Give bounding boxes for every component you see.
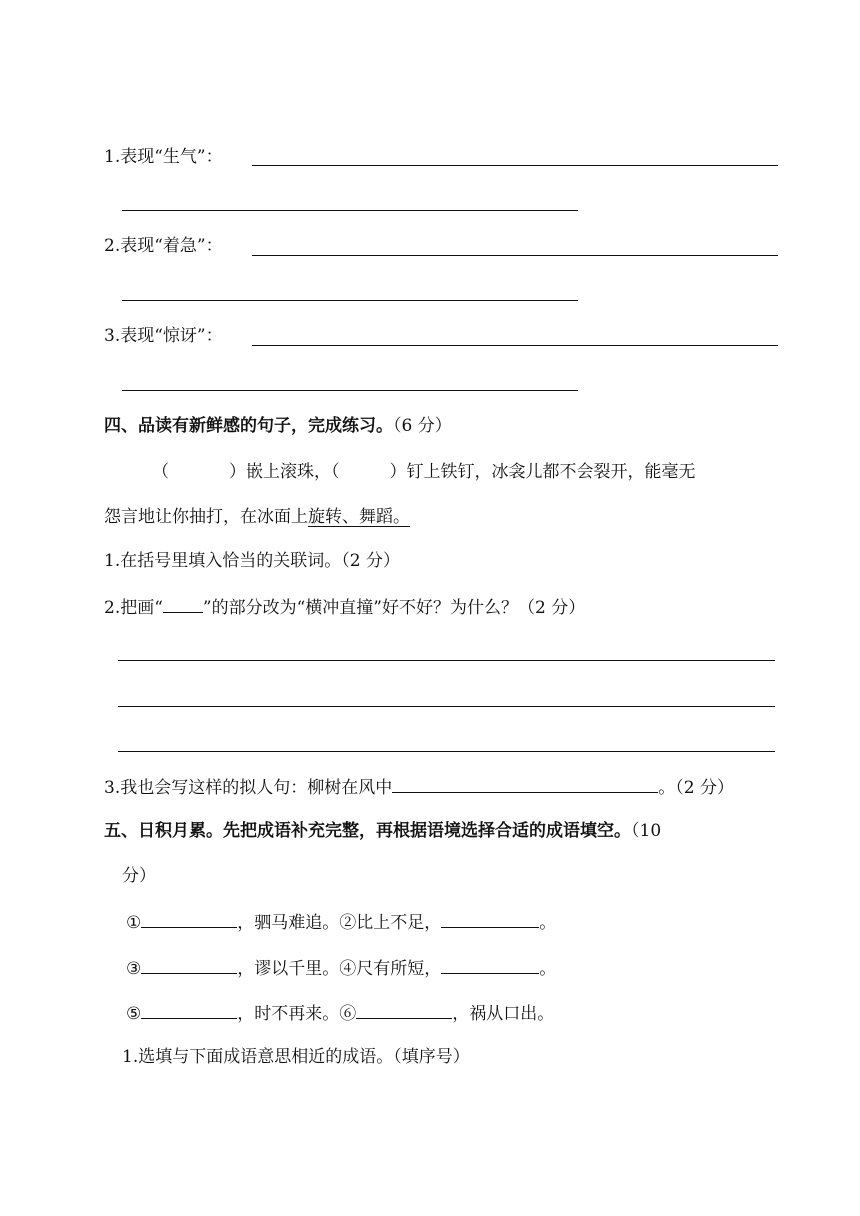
idiom-6-mark: ⑥ <box>339 1004 357 1024</box>
idiom-4-pre: ④尺有所短， <box>339 959 442 979</box>
section-4-q2-post: ”的部分改为“横冲直撞”好不好？为什么？（2 分） <box>202 598 586 618</box>
idiom-5-mark: ⑤ <box>126 1004 142 1024</box>
q-anger-answer-line-2[interactable] <box>122 210 578 211</box>
section-4-q3 <box>104 778 734 797</box>
idiom-2-blank[interactable] <box>441 913 539 928</box>
q-anxious-answer-line-1[interactable] <box>252 255 778 256</box>
idiom-3-mark: ③ <box>126 959 142 979</box>
q2-answer-line-1[interactable] <box>118 660 775 661</box>
q-surprise-answer-line-1[interactable] <box>252 345 778 346</box>
section-4-q2-pre: 2.把画“ <box>104 598 163 618</box>
idiom-1-text: ，驷马难追。 <box>237 913 340 933</box>
section-4-q3-pre: 3.我也会写这样的拟人句：柳树在风中 <box>104 778 393 798</box>
passage-paren-open-1: （ <box>152 462 169 482</box>
q-anger-answer-line-1[interactable] <box>252 165 778 166</box>
q-anxious-answer-line-2[interactable] <box>122 300 578 301</box>
idiom-4-blank[interactable] <box>441 959 539 974</box>
section-5-score-cont: 分） <box>122 866 156 886</box>
idiom-1-mark: ① <box>126 913 142 933</box>
passage-line-2-text: 怨言地让你抽打，在冰面上 <box>104 507 308 527</box>
idiom-row-3 <box>126 1004 554 1023</box>
idiom-row-1 <box>126 913 556 932</box>
q3-answer-blank[interactable] <box>392 778 658 793</box>
section-4-title: 四、品读有新鲜感的句子，完成练习。 <box>104 416 393 436</box>
section-5-q1: 1.选填与下面成语意思相近的成语。（填序号） <box>122 1047 470 1067</box>
idiom-2-pre: ②比上不足， <box>339 913 442 933</box>
section-4-q2 <box>104 598 585 617</box>
idiom-5-blank[interactable] <box>141 1004 237 1019</box>
idiom-3-text: ，谬以千里。 <box>237 959 340 979</box>
q-surprise-label: 3.表现“惊讶”： <box>104 326 223 346</box>
section-4-heading <box>104 418 452 435</box>
section-4-q3-post: 。（2 分） <box>658 778 734 798</box>
passage-line-1 <box>152 464 696 481</box>
passage-line-2 <box>104 509 410 526</box>
q-anger-label: 1.表现“生气”： <box>104 147 223 167</box>
idiom-2-post: 。 <box>539 913 557 933</box>
section-4-score: （6 分） <box>393 416 452 436</box>
passage-underlined-phrase: 旋转、舞蹈。 <box>308 507 410 527</box>
idiom-4-post: 。 <box>539 959 557 979</box>
passage-end: ）钉上铁钉，冰衾儿都不会裂开，能毫无 <box>389 462 696 482</box>
section-5-title: 五、日积月累。先把成语补充完整，再根据语境选择合适的成语填空。 <box>104 821 631 841</box>
idiom-6-blank[interactable] <box>356 1004 452 1019</box>
passage-middle: ）嵌上滚珠，（ <box>229 462 340 482</box>
q-anxious-label: 2.表现“着急”： <box>104 236 223 256</box>
idiom-3-blank[interactable] <box>141 959 237 974</box>
section-4-q1: 1.在括号里填入恰当的关联词。（2 分） <box>104 551 400 571</box>
idiom-6-post: ，祸从口出。 <box>452 1004 555 1024</box>
q-surprise-answer-line-2[interactable] <box>122 390 578 391</box>
idiom-1-blank[interactable] <box>141 913 237 928</box>
q2-answer-line-2[interactable] <box>118 706 775 707</box>
q2-answer-line-3[interactable] <box>118 751 775 752</box>
idiom-row-2 <box>126 959 556 978</box>
idiom-5-text: ，时不再来。 <box>237 1004 340 1024</box>
underline-sample <box>163 598 203 613</box>
section-5-heading <box>104 823 661 840</box>
section-5-score: （10 <box>631 821 662 841</box>
